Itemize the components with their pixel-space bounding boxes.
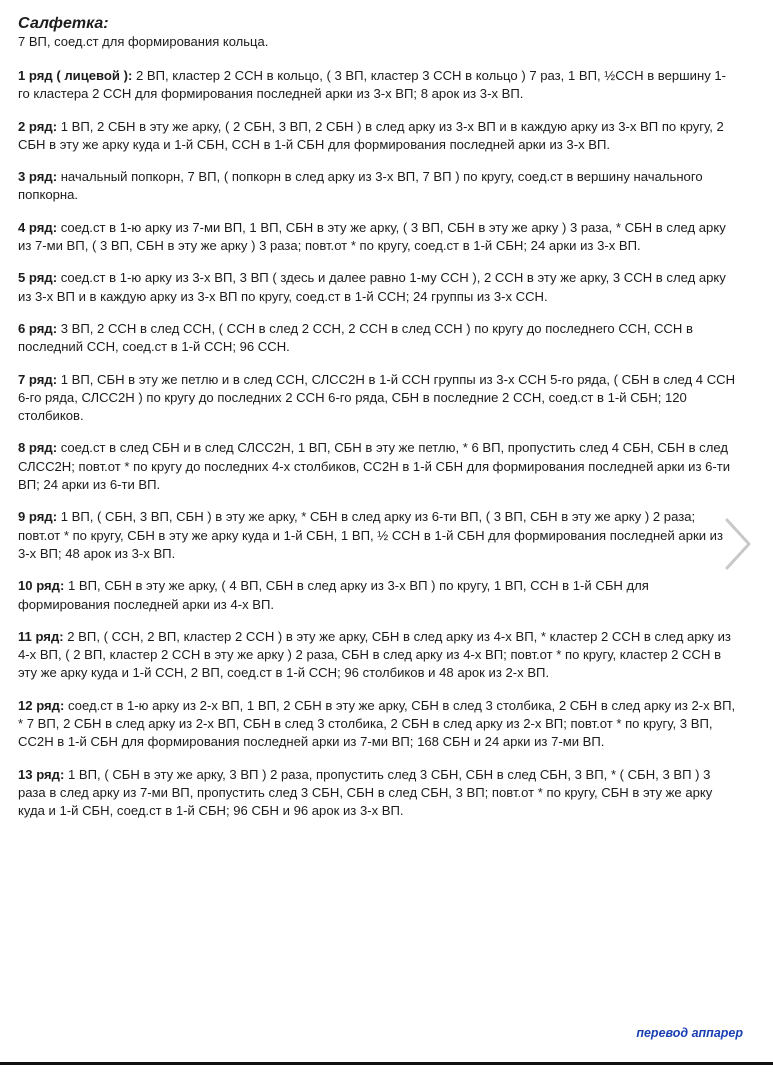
- row-13: [18, 766, 736, 821]
- row-label: 8 ряд:: [18, 440, 58, 456]
- row-text: 3 ВП, 2 ССН в след ССН, ( ССН в след 2 ССН, 2 ССН в след ССН ) по кругу до последнего ССН, ССН в последний ССН, соед.ст в 1-й ССН; 96 ССН.: [18, 320, 693, 355]
- row-text: 2 ВП, ( ССН, 2 ВП, кластер 2 ССН ) в эту же арку, СБН в след арку из 4-х ВП, * кластер 2 ССН в след арку из 4-х ВП, ( 2 ВП, кластер 2 ССН в эту же арку ) 2 раза, СБН в след арку из 4-х ВП; повт.от * по кругу, кластер 2 ССН в эту же арку куда и 1-й ССН, 2 ВП, соед.ст в 1-й ССН; 96 столбиков и 48 арок из 2-х ВП.: [18, 628, 731, 681]
- row-label: 7 ряд:: [18, 371, 58, 387]
- intro-text: 7 ВП, соед.ст для формирования кольца.: [18, 34, 269, 49]
- row-text: соед.ст в след СБН и в след СЛСС2Н, 1 ВП, СБН в эту же петлю, * 6 ВП, пропустить след 4 СБН, СБН в след СЛСС2Н; повт.от * по кругу до последних 4-х столбиков, СС2Н в 1-й СБН для формирования последней арки из 6-ти ВП; 24 арки из 6-ти ВП.: [18, 440, 731, 493]
- row-6: [18, 320, 736, 357]
- row-10: [18, 577, 736, 614]
- row-text: начальный попкорн, 7 ВП, ( попкорн в след арку из 3-х ВП, 7 ВП ) по кругу, соед.ст в вершину начального попкорна.: [18, 169, 703, 203]
- row-5: [18, 269, 736, 306]
- row-12: [18, 697, 736, 752]
- next-page-button[interactable]: [721, 516, 755, 572]
- row-label: 12 ряд:: [18, 697, 65, 713]
- row-label: 11 ряд:: [18, 628, 64, 644]
- row-11: [18, 628, 736, 683]
- chevron-right-icon: [721, 516, 755, 572]
- row-text: соед.ст в 1-ю арку из 2-х ВП, 1 ВП, 2 СБН в эту же арку, СБН в след 3 столбика, 2 СБН в след арку из 2-х ВП, * 7 ВП, 2 СБН в след арку из 2-х ВП, СБН в след 3 столбика, 2 СБН в след арку из 2-х ВП; повт.от * по кругу, 3 ВП, СС2Н в 1-й СБН для формирования последней арки из 7-ми ВП; 168 СБН и 24 арки из 7-ми ВП.: [18, 697, 736, 750]
- row-label: 9 ряд:: [18, 509, 58, 525]
- bottom-border: [0, 1062, 773, 1065]
- document-title: Салфетка:: [18, 15, 109, 32]
- row-text: 1 ВП, 2 СБН в эту же арку, ( 2 СБН, 3 ВП, 2 СБН ) в след арку из 3-х ВП и в каждую арку из 3-х ВП по кругу, 2 СБН в эту же арку куда и 1-й СБН, ССН в 1-й СБН для формирования последней арки из 3-х ВП.: [18, 118, 724, 152]
- row-4: [18, 219, 736, 256]
- row-label: 1 ряд ( лицевой ):: [18, 68, 133, 83]
- document-page: [18, 14, 736, 835]
- row-label: 3 ряд:: [18, 169, 58, 185]
- translator-credit: перевод аппарер: [636, 1026, 743, 1040]
- row-label: 10 ряд:: [18, 578, 65, 594]
- row-2: [18, 118, 736, 155]
- row-text: соед.ст в 1-ю арку из 3-х ВП, 3 ВП ( здесь и далее равно 1-му ССН ), 2 ССН в эту же арку, 3 ССН в след арку из 3-х ВП и в каждую арку из 3-х ВП по кругу, соед.ст в 1-й ССН; 24 группы из 3-х ССН.: [18, 270, 726, 304]
- rows-list: [18, 67, 736, 821]
- row-label: 2 ряд:: [18, 118, 58, 134]
- row-9: [18, 508, 736, 563]
- row-text: 1 ВП, ( СБН, 3 ВП, СБН ) в эту же арку, * СБН в след арку из 6-ти ВП, ( 3 ВП, СБН в эту же арку ) 2 раза; повт.от * по кругу, СБН в эту же арку куда и 1-й СБН, 1 ВП, ½ ССН в 1-й СБН для формирования последней арки из 3-х ВП; 48 арок из 3-х ВП.: [18, 509, 723, 561]
- row-text: 1 ВП, ( СБН в эту же арку, 3 ВП ) 2 раза, пропустить след 3 СБН, СБН в след СБН, 3 ВП, * ( СБН, 3 ВП ) 3 раза в след арку из 7-ми ВП, пропустить след 3 СБН, СБН в след СБН, 3 ВП; повт.от * по кругу, СБН в эту же арку куда и 1-й СБН, соед.ст в 1-й СБН; 96 СБН и 96 арок из 3-х ВП.: [18, 766, 713, 819]
- row-text: 2 ВП, кластер 2 ССН в кольцо, ( 3 ВП, кластер 3 ССН в кольцо ) 7 раз, 1 ВП, ½ССН в вершину 1-го кластера 2 ССН для формирования последней арки из 3-х ВП; 8 арок из 3-х ВП.: [18, 68, 727, 102]
- row-text: 1 ВП, СБН в эту же арку, ( 4 ВП, СБН в след арку из 3-х ВП ) по кругу, 1 ВП, ССН в 1-й СБН для формирования последней арки из 4-х ВП.: [18, 578, 649, 612]
- row-label: 13 ряд:: [18, 766, 65, 782]
- row-text: соед.ст в 1-ю арку из 7-ми ВП, 1 ВП, СБН в эту же арку, ( 3 ВП, СБН в эту же арку ) 3 раза, * СБН в след арку из 7-ми ВП, ( 3 ВП, СБН в эту же арку ) 3 раза; повт.от * по кругу, соед.ст в 1-й СБН; 24 арки из 3-х ВП.: [18, 219, 726, 254]
- row-8: [18, 439, 736, 494]
- row-label: 6 ряд:: [18, 320, 58, 336]
- row-label: 4 ряд:: [18, 219, 58, 235]
- row-7: [18, 371, 736, 426]
- row-1: [18, 67, 736, 104]
- row-label: 5 ряд:: [18, 270, 58, 286]
- row-3: [18, 168, 736, 205]
- row-text: 1 ВП, СБН в эту же петлю и в след ССН, СЛСС2Н в 1-й ССН группы из 3-х ССН 5-го ряда, ( СБН в след 4 ССН 6-го ряда, СЛСС2Н ) по кругу до последних 2 ССН 6-го ряда, СБН в последние 2 ССН, соед.ст в 1-й СБН; 120 столбиков.: [18, 371, 736, 424]
